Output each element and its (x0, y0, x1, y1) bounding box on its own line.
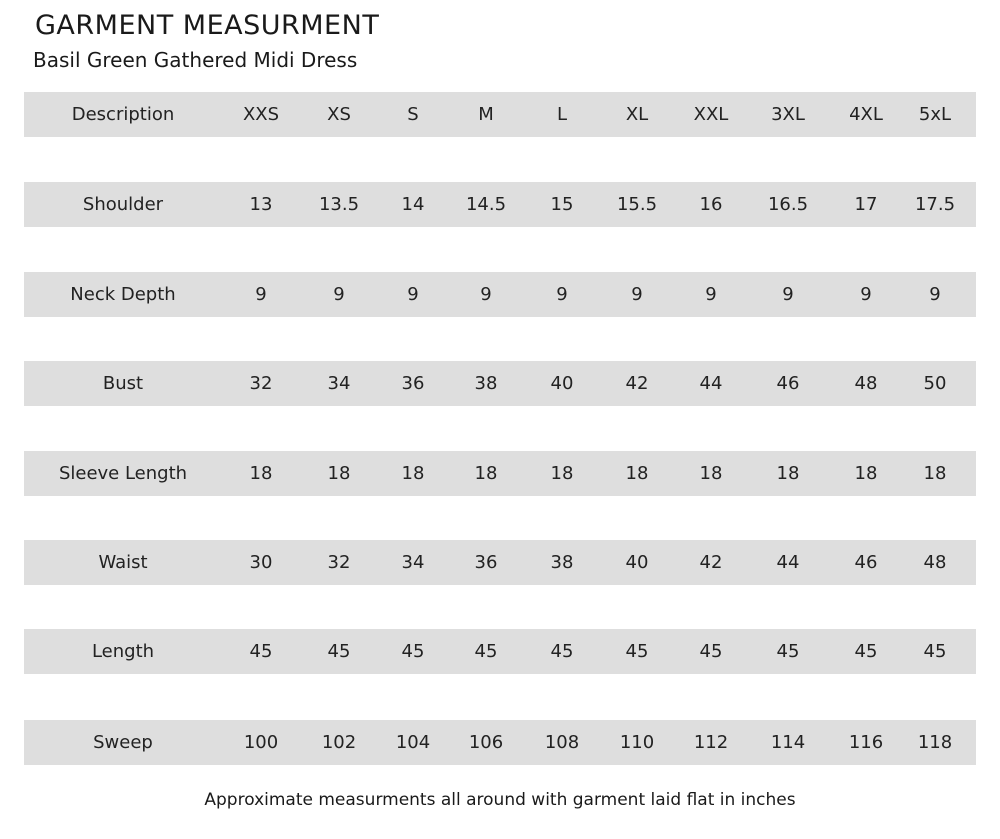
table-cell: 9 (782, 284, 794, 305)
table-cell: 18 (776, 463, 800, 484)
row-label: Sleeve Length (58, 463, 188, 484)
product-name: Basil Green Gathered Midi Dress (33, 48, 358, 72)
table-cell: 108 (544, 732, 580, 753)
header-size: XS (327, 104, 351, 125)
table-cell: 18 (401, 463, 425, 484)
table-cell: 18 (327, 463, 351, 484)
table-cell: 110 (619, 732, 655, 753)
table-cell: 45 (923, 641, 947, 662)
table-cell: 18 (923, 463, 947, 484)
header-size: XXL (693, 104, 729, 125)
table-cell: 36 (401, 373, 425, 394)
row-label: Length (91, 641, 155, 662)
table-cell: 46 (776, 373, 800, 394)
table-cell: 45 (854, 641, 878, 662)
table-cell: 48 (854, 373, 878, 394)
table-cell: 100 (243, 732, 279, 753)
table-cell: 36 (474, 552, 498, 573)
table-cell: 18 (625, 463, 649, 484)
header-size: 4XL (849, 104, 883, 125)
table-cell: 118 (917, 732, 953, 753)
table-cell: 44 (776, 552, 800, 573)
table-cell: 45 (776, 641, 800, 662)
table-cell: 9 (255, 284, 267, 305)
table-cell: 18 (249, 463, 273, 484)
table-cell: 38 (474, 373, 498, 394)
table-cell: 18 (474, 463, 498, 484)
table-cell: 45 (327, 641, 351, 662)
table-row-sleeve-length (24, 451, 976, 496)
table-cell: 45 (401, 641, 425, 662)
table-cell: 9 (407, 284, 419, 305)
table-cell: 44 (699, 373, 723, 394)
table-row-waist (24, 540, 976, 585)
table-cell: 32 (249, 373, 273, 394)
table-cell: 34 (401, 552, 425, 573)
header-size: XXS (242, 104, 280, 125)
table-cell: 9 (333, 284, 345, 305)
header-size: M (478, 104, 494, 125)
table-cell: 14 (401, 194, 425, 215)
table-cell: 114 (770, 732, 806, 753)
table-cell: 15 (550, 194, 574, 215)
table-cell: 9 (929, 284, 941, 305)
table-cell: 42 (625, 373, 649, 394)
row-label: Waist (98, 552, 148, 573)
table-cell: 17 (854, 194, 878, 215)
table-cell: 17.5 (914, 194, 956, 215)
table-cell: 30 (249, 552, 273, 573)
table-cell: 34 (327, 373, 351, 394)
table-cell: 40 (550, 373, 574, 394)
table-row-shoulder (24, 182, 976, 227)
table-row-sweep (24, 720, 976, 765)
table-cell: 16.5 (767, 194, 809, 215)
table-cell: 40 (625, 552, 649, 573)
table-cell: 9 (631, 284, 643, 305)
table-header-row (24, 92, 976, 137)
table-cell: 45 (625, 641, 649, 662)
table-cell: 15.5 (616, 194, 658, 215)
table-row-length (24, 629, 976, 674)
table-cell: 9 (480, 284, 492, 305)
header-size: L (556, 104, 568, 125)
table-cell: 102 (321, 732, 357, 753)
table-cell: 16 (699, 194, 723, 215)
header-size: 3XL (771, 104, 805, 125)
table-cell: 45 (550, 641, 574, 662)
row-label: Neck Depth (70, 284, 176, 305)
table-row-bust (24, 361, 976, 406)
table-cell: 104 (395, 732, 431, 753)
table-cell: 18 (550, 463, 574, 484)
table-cell: 116 (848, 732, 884, 753)
table-cell: 46 (854, 552, 878, 573)
table-cell: 18 (699, 463, 723, 484)
header-size: 5xL (918, 104, 952, 125)
table-cell: 38 (550, 552, 574, 573)
table-cell: 106 (468, 732, 504, 753)
table-cell: 9 (556, 284, 568, 305)
table-cell: 45 (699, 641, 723, 662)
row-label: Shoulder (82, 194, 164, 215)
table-cell: 48 (923, 552, 947, 573)
table-cell: 32 (327, 552, 351, 573)
header-size: S (407, 104, 419, 125)
table-row-neck-depth (24, 272, 976, 317)
table-cell: 9 (860, 284, 872, 305)
table-cell: 42 (699, 552, 723, 573)
table-cell: 9 (705, 284, 717, 305)
footnote: Approximate measurments all around with garment laid flat in inches (204, 790, 796, 810)
table-cell: 18 (854, 463, 878, 484)
table-cell: 45 (249, 641, 273, 662)
table-cell: 14.5 (465, 194, 507, 215)
page-title: GARMENT MEASURMENT (35, 10, 380, 41)
row-label: Sweep (93, 732, 153, 753)
header-description: Description (71, 104, 175, 125)
table-cell: 13.5 (318, 194, 360, 215)
table-cell: 13 (249, 194, 273, 215)
row-label: Bust (102, 373, 144, 394)
header-size: XL (625, 104, 649, 125)
table-cell: 50 (923, 373, 947, 394)
table-cell: 45 (474, 641, 498, 662)
table-cell: 112 (693, 732, 729, 753)
